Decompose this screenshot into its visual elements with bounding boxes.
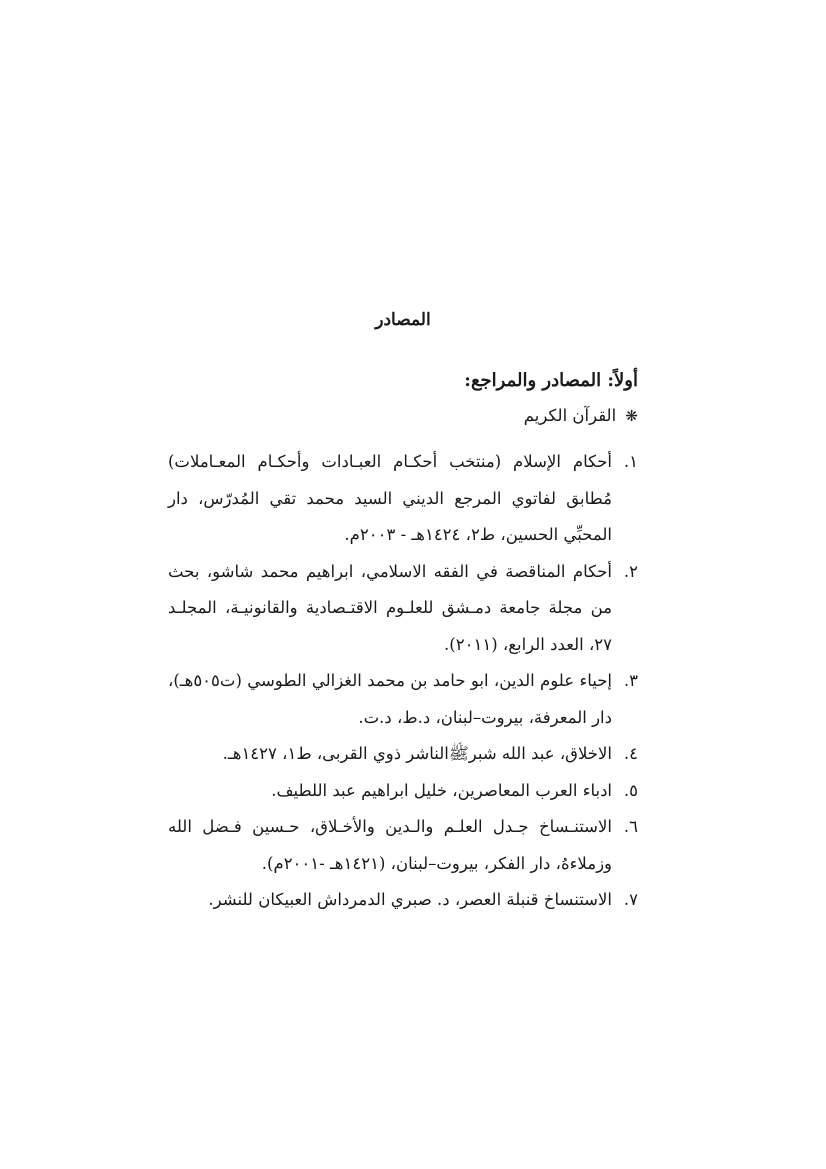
reference-number: ٦. <box>623 817 638 836</box>
reference-number: ٧. <box>623 890 638 909</box>
list-item <box>168 736 638 773</box>
quran-entry <box>168 402 638 430</box>
document-page <box>168 300 638 919</box>
reference-number: ٥. <box>623 780 638 800</box>
list-item <box>168 773 638 810</box>
reference-text: إحياء علوم الدين، ابو حامد بن محمد الغزالي الطوسي (ت٥٠٥هـ)، دار المعرفة، بيروت–لبنان، د.ط، د.ت. <box>168 671 612 727</box>
asterism-icon: ❋ <box>625 407 638 425</box>
list-item <box>168 554 638 664</box>
list-item <box>168 809 638 882</box>
reference-number: ٢. <box>623 561 638 581</box>
reference-number: ٤. <box>623 744 638 763</box>
page-title: المصادر <box>375 310 431 330</box>
reference-text: الاستنساخ قنبلة العصر، د. صبري الدمرداش العبيكان للنشر. <box>208 890 612 909</box>
reference-text: الاخلاق، عبد الله شبرﷺالناشر ذوي القربى، ط١، ١٤٢٧هـ. <box>222 744 612 763</box>
reference-number: ٣. <box>623 671 638 690</box>
list-item <box>168 882 638 919</box>
quran-entry-text: القرآن الكريم <box>523 406 617 425</box>
reference-text: ادباء العرب المعاصرين، خليل ابراهيم عبد اللطيف. <box>271 780 612 800</box>
reference-text: أحكام المناقصة في الفقه الاسلامي، ابراهيم محمد شاشو، بحث من مجلة جامعة دمـشق للعلـوم الاقتـصادية والقانونيـة، المجلـد ٢٧، العدد الرابع، (٢٠١١). <box>168 561 612 654</box>
reference-text: الاستنـساخ جـدل العلـم والـدين والأخـلاق، حـسين فـضل الله وزملاءهُ، دار الفكر، بيروت–لبنان، (١٤٢١هـ -٢٠٠١م). <box>168 817 612 873</box>
list-item <box>168 444 638 554</box>
reference-number: ١. <box>623 452 638 471</box>
reference-list <box>168 444 638 919</box>
section-heading: أولاً: المصادر والمراجع: <box>464 370 638 391</box>
reference-text: أحكام الإسلام (منتخب أحكـام العبـادات وأحكـام المعـاملات) مُطابق لفاتوي المرجع الديني السيد محمد تقي المُدرّس، دار المحبِّي الحسين، ط٢، ١٤٢٤هـ - ٢٠٠٣م. <box>168 452 612 544</box>
list-item <box>168 663 638 736</box>
